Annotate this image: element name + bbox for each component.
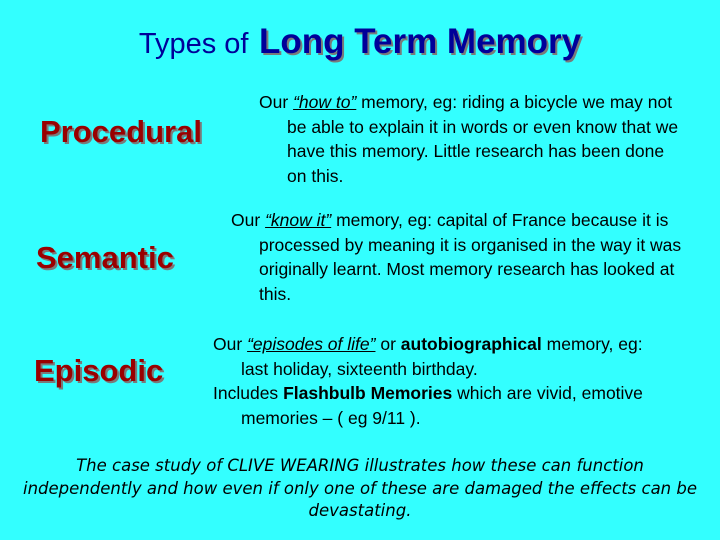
desc-flashbulb-text: which are vivid, emotive memories – ( eg 9/11 ). xyxy=(241,383,643,428)
label-semantic: Semantic xyxy=(36,240,174,275)
desc-text: memory, eg: last holiday, sixteenth birthday. xyxy=(241,334,643,379)
desc-our: Our xyxy=(231,210,261,230)
desc-text: memory, eg: capital of France because it is processed by meaning it is organised in the way it was originally learnt. Most memory research has looked at this. xyxy=(259,210,682,304)
label-episodic: Episodic xyxy=(34,353,164,388)
desc-our: Our xyxy=(213,334,243,354)
desc-semantic xyxy=(231,208,691,306)
desc-includes: Includes xyxy=(213,383,279,403)
desc-term: “know it” xyxy=(265,210,332,230)
desc-bold: autobiographical xyxy=(400,334,542,354)
footer-note: The case study of CLIVE WEARING illustrates how these can function independently and how even if only one of these are damaged the effects can be devastating. xyxy=(22,456,698,520)
slide-title xyxy=(0,22,720,62)
title-main: Long Term Memory xyxy=(258,22,582,61)
title-prefix: Types of xyxy=(138,28,249,60)
desc-term: “how to” xyxy=(293,92,357,112)
desc-episodic xyxy=(213,332,673,430)
desc-text: memory, eg: riding a bicycle we may not be able to explain it in words or even know that we have this memory. Little research has been done on this. xyxy=(287,92,679,186)
desc-procedural xyxy=(259,90,679,188)
desc-term: “episodes of life” xyxy=(247,334,376,354)
desc-flashbulb: Flashbulb Memories xyxy=(283,383,453,403)
desc-our: Our xyxy=(259,92,289,112)
desc-or: or xyxy=(380,334,396,354)
label-procedural: Procedural xyxy=(40,114,202,149)
